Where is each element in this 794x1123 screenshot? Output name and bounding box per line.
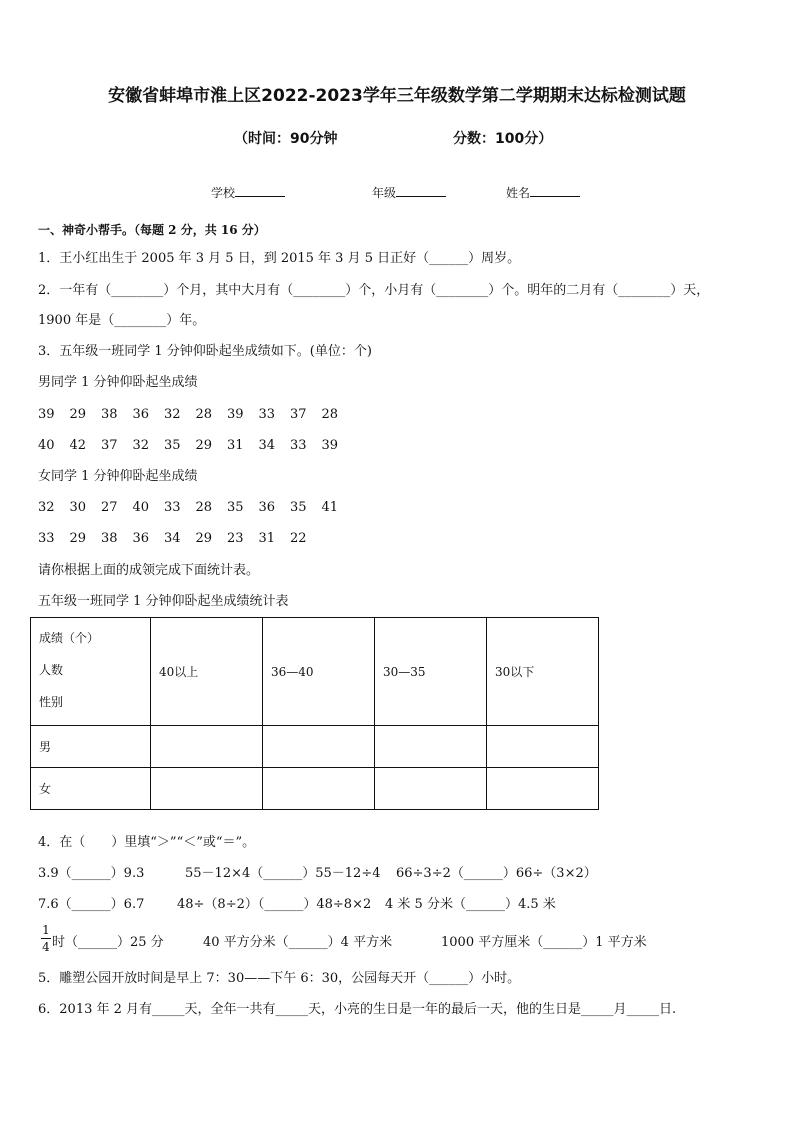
score: 36 — [132, 407, 150, 422]
statistics-table — [30, 617, 599, 810]
corner-line-1: 成绩（个） — [39, 631, 100, 645]
name-field[interactable] — [506, 184, 580, 199]
score: 33 — [38, 531, 55, 546]
column-header: 30以下 — [487, 618, 599, 726]
grade-field[interactable] — [372, 184, 446, 199]
compare-item: 1000 平方厘米（______）1 平方米 — [441, 935, 647, 950]
exam-time: （时间：90分钟 — [234, 131, 338, 147]
section-heading: 一、神奇小帮手。（每题 2 分，共 16 分） — [38, 223, 266, 237]
score: 33 — [290, 438, 307, 453]
girls-scores-row2 — [38, 532, 322, 545]
compare-item: 时（______）25 分 — [52, 935, 164, 950]
compare-item: 66÷3÷2（______）66÷（3×2） — [396, 866, 597, 881]
column-header: 30—35 — [375, 618, 487, 726]
score: 38 — [101, 407, 118, 422]
score: 36 — [258, 500, 276, 515]
score: 35 — [164, 438, 181, 453]
girls-label: 女同学 1 分钟仰卧起坐成绩 — [38, 469, 198, 484]
compare-item: 7.6（______）6.7 — [38, 897, 145, 912]
compare-item: 4 米 5 分米（______）4.5 米 — [385, 897, 556, 912]
grade-label: 年级 — [372, 186, 397, 200]
score: 32 — [132, 438, 150, 453]
score: 37 — [290, 407, 307, 422]
score: 30 — [69, 500, 87, 515]
page-title: 安徽省蚌埠市淮上区2022-2023学年三年级数学第二学期期末达标检测试题 — [108, 86, 686, 106]
answer-cell[interactable] — [263, 768, 375, 810]
answer-cell[interactable] — [151, 768, 263, 810]
score: 29 — [195, 438, 213, 453]
boys-scores-row2 — [38, 439, 353, 452]
score: 32 — [164, 407, 181, 422]
score: 34 — [258, 438, 276, 453]
compare-item: 40 平方分米（______）4 平方米 — [203, 935, 393, 950]
score: 39 — [321, 438, 339, 453]
score: 28 — [195, 407, 213, 422]
answer-cell[interactable] — [487, 768, 599, 810]
fraction-one-quarter — [41, 924, 51, 953]
score: 35 — [290, 500, 307, 515]
boys-label: 男同学 1 分钟仰卧起坐成绩 — [38, 375, 198, 390]
question-3-instruction: 请你根据上面的成领完成下面统计表。 — [38, 563, 260, 578]
school-label: 学校 — [211, 186, 236, 200]
column-header: 40以上 — [151, 618, 263, 726]
question-2-line1: 2．一年有（________）个月，其中大月有（________）个，小月有（________）个。明年的二月有（________）天， — [38, 283, 710, 298]
compare-item: 3.9（______）9.3 — [38, 866, 145, 881]
score: 42 — [69, 438, 87, 453]
exam-score: 分数：100分） — [453, 131, 553, 147]
school-field[interactable] — [211, 184, 285, 199]
score: 38 — [101, 531, 118, 546]
girls-scores-row1 — [38, 501, 353, 514]
score: 28 — [321, 407, 339, 422]
score: 31 — [258, 531, 276, 546]
answer-cell[interactable] — [375, 768, 487, 810]
answer-cell[interactable] — [375, 726, 487, 768]
score: 33 — [258, 407, 276, 422]
corner-line-2: 人数 — [39, 663, 64, 677]
answer-cell[interactable] — [263, 726, 375, 768]
score: 22 — [290, 531, 307, 546]
question-6: 6．2013 年 2 月有_____天，全年一共有_____天，小亮的生日是一年的最后一天，他的生日是_____月_____日. — [38, 1002, 677, 1017]
score: 32 — [38, 500, 55, 515]
score: 27 — [101, 500, 118, 515]
corner-line-3: 性别 — [39, 695, 64, 709]
score: 23 — [227, 531, 244, 546]
score: 29 — [69, 531, 87, 546]
score: 35 — [227, 500, 244, 515]
name-label: 姓名 — [506, 186, 531, 200]
score: 31 — [227, 438, 244, 453]
score: 29 — [69, 407, 87, 422]
score: 33 — [164, 500, 181, 515]
fraction-denominator: 4 — [42, 940, 50, 954]
score: 28 — [195, 500, 213, 515]
compare-item: 55－12×4（______）55－12÷4 — [185, 866, 381, 881]
answer-cell[interactable] — [151, 726, 263, 768]
score: 39 — [227, 407, 244, 422]
row-header-boys: 男 — [31, 726, 151, 768]
score: 37 — [101, 438, 118, 453]
row-header-girls: 女 — [31, 768, 151, 810]
table-corner-header — [31, 618, 151, 726]
score: 39 — [38, 407, 55, 422]
score: 29 — [195, 531, 213, 546]
question-3-intro: 3．五年级一班同学 1 分钟仰卧起坐成绩如下。(单位：个) — [38, 344, 372, 359]
column-header: 36—40 — [263, 618, 375, 726]
question-5: 5．雕塑公园开放时间是早上 7：30——下午 6：30，公园每天开（______）小时。 — [38, 971, 521, 986]
score: 41 — [321, 500, 339, 515]
fraction-numerator: 1 — [42, 923, 50, 937]
score: 40 — [38, 438, 55, 453]
table-title: 五年级一班同学 1 分钟仰卧起坐成绩统计表 — [38, 594, 289, 609]
score: 40 — [132, 500, 150, 515]
question-4-intro: 4．在（ ）里填“＞”“＜”或“＝”。 — [38, 835, 256, 850]
question-2-line2: 1900 年是（________）年。 — [38, 313, 206, 328]
compare-item: 48÷（8÷2）（______）48÷8×2 — [177, 897, 372, 912]
question-1: 1．王小红出生于 2005 年 3 月 5 日，到 2015 年 3 月 5 日正好（______）周岁。 — [38, 251, 521, 266]
score: 34 — [164, 531, 181, 546]
score: 36 — [132, 531, 150, 546]
boys-scores-row1 — [38, 408, 353, 421]
answer-cell[interactable] — [487, 726, 599, 768]
